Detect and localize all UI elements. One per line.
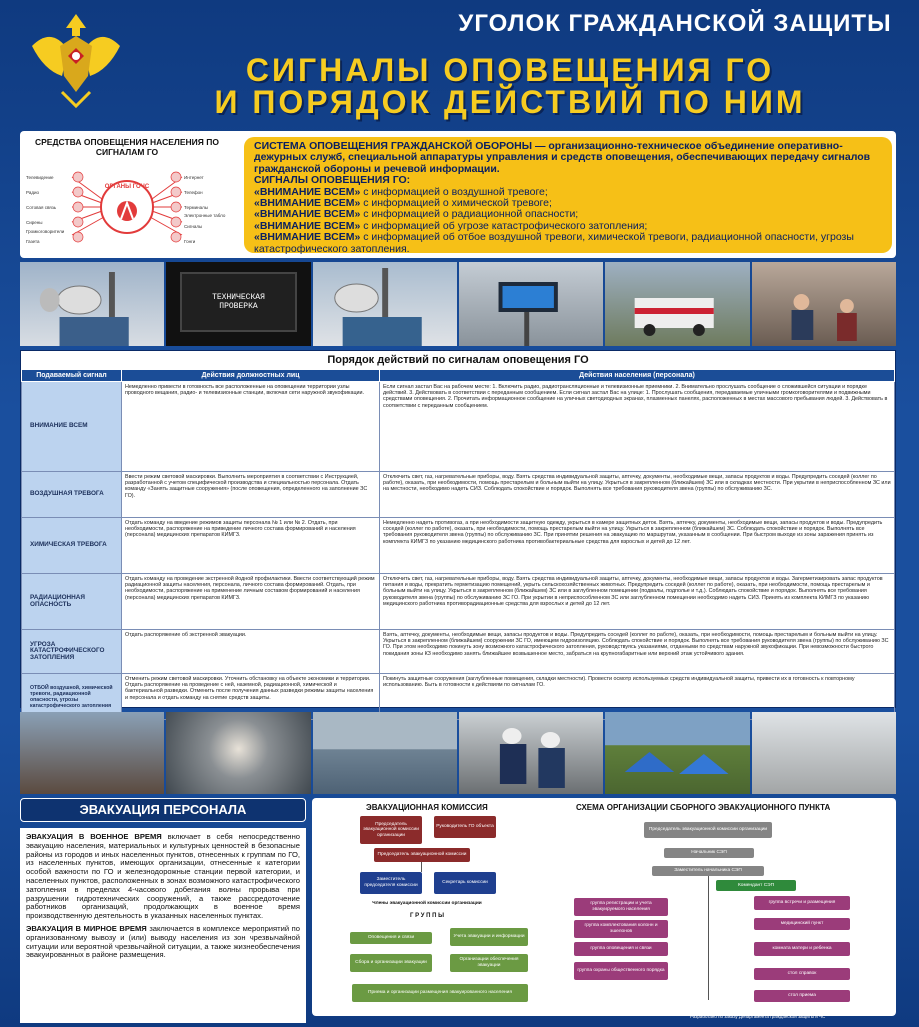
sep-right-1: медицинский пункт (754, 918, 850, 930)
officials-cell: Отдать команду на введение режимов защиты персонала № 1 или № 2. Отдать, при необходимости, распоряжение на приведение личного состава формирований и населения (персонала) медицинских препаратов КИМГЗ. (122, 518, 380, 574)
officials-cell: Отдать команду на проведение экстренной йодной профилактики. Ввести соответствующий режим радиационной защиты населения, персонала, личного состава формирований. Отдать, при необходимости, распоряжение на применение личным составом формирований и населения (персонала) медицинских препаратов КИМГЗ. (122, 574, 380, 630)
sep-commandant: Комендант СЭП (716, 880, 796, 891)
media-left-2: Сотовая связь (26, 205, 57, 210)
evacuation-text (20, 828, 306, 1023)
commission-chair: Председатель эвакуационной комиссии организации (360, 816, 422, 844)
photo-strip-bottom (20, 712, 896, 794)
signal-text: с информацией о радиационной опасности; (360, 208, 579, 221)
photo-strip-top (20, 262, 896, 346)
rescuers-photo (459, 712, 603, 794)
sep-right-0: группа встречи и размещения (754, 896, 850, 910)
signal-cell: ОТБОЙ воздушной, химической тревоги, радиационной опасности, угрозы катастрофического затопления (22, 674, 122, 720)
population-cell: Отключить свет, газ, нагревательные приборы, воду. Взять средства индивидуальной защиты, аптечку, документы, необходимые вещи, запасы продуктов и воды. Загерметизировать запас продуктов питания и воды, прекратить герметизацию помещений, укрыть сельскохозяйственных животных. Предупредить соседей (коллег по работе), оказать, при необходимости, помощь престарелым и больным выйти на улицу. Укрыться в закрепленном (ближайшем) ЗС или в заглубленном помещении (подвалы, подполье и т.д.). Соблюдать спокойствие и порядок. Выполнять все требования руководителя звена (группы) по обслуживанию ЗС ГО. При укрытии в неприспособленном ЗС или заглубленном помещении необходимо надеть СИЗ. Принять из комплекта КИМГЗ по указанию медицинского работника противорадиационные средства для взрослых и детей до 12 лет. (380, 574, 895, 630)
main-title-line2: И ПОРЯДОК ДЕЙСТВИЙ ПО НИМ (214, 84, 806, 120)
signal-cell: ХИМИЧЕСКАЯ ТРЕВОГА (22, 518, 122, 574)
flood-photo (313, 712, 457, 794)
tv-screen-text: ТЕХНИЧЕСКАЯ ПРОВЕРКА (212, 293, 265, 311)
signal-call: «ВНИМАНИЕ ВСЕМ» (254, 231, 361, 244)
col-signal: Подаваемый сигнал (22, 370, 122, 382)
table-row (22, 382, 895, 472)
signal-text: с информацией об угрозе катастрофического затопления; (360, 219, 648, 232)
evac-war (26, 833, 300, 921)
signal-call: «ВНИМАНИЕ ВСЕМ» (254, 208, 361, 221)
group-5: Приема и организации размещения эвакуированного населения (352, 984, 528, 1002)
signal-call: «ВНИМАНИЕ ВСЕМ» (254, 185, 361, 198)
evacuation-diagram (312, 798, 896, 1016)
sep-left-1: группа комплектования колонн и эшелонов (574, 920, 668, 938)
siren-photo-2 (313, 262, 457, 346)
signal-text: с информацией о химической тревоге; (360, 197, 552, 210)
population-cell: Отключить свет, газ, нагревательные приборы, воду. Взять средства индивидуальной защиты, аптечку, документы, необходимые вещи, запасы продуктов и воды. Предупредить соседей (коллег по работе), оказать, при необходимости, помощь престарелым и больным выйти на улицу. Укрыться в закрепленном (ближайшем) ЗС или в складках местности. При укрытии в неприспособленном ЗС или на местности, необходимо надеть СИЗ. Соблюдать спокойствие и порядок. Выполнять все требования руководителя звена (группы) по обслуживанию ЗС. (380, 472, 895, 518)
definition-text (254, 141, 882, 175)
signal-text: с информацией об отбое воздушной тревоги, химической тревоги, радиационной опасности, угрозы катастрофического затопления. (254, 231, 854, 255)
signal-cell: РАДИАЦИОННАЯ ОПАСНОСТЬ (22, 574, 122, 630)
siren-photo (20, 262, 164, 346)
volunteers-photo (752, 712, 896, 794)
population-cell: Немедленно надеть противогаз, а при необходимости защитную одежду, укрыться в камере защитных деток. Взять, аптечку, документы, необходимые вещи, запасы продуктов и воды. Предупредить соседей (коллег по работе), оказать, при необходимости, помощь престарелым выйти на улицу. Укрыться в закрепленном (ближайшем) ЗС. Соблюдать спокойствие и порядок. Выполнять все требования руководителя звена (группы) по обслуживанию ЗС. При принятии решения на эвакуацию по маршрутам, указанным в сообщении. При быстром выходе из зоны заражения принять из комплекта КИМГЗ по указанию медицинского работника противобактериальные средства для взрослых и детей до 12 лет. (380, 518, 895, 574)
group-1: Оповещения и связи (350, 932, 432, 944)
actions-table-panel (20, 350, 896, 708)
definition-lead: СИСТЕМА ОПОВЕЩЕНИЯ ГРАЖДАНСКОЙ ОБОРОНЫ (254, 140, 533, 152)
population-cell: Если сигнал застал Вас на рабочем месте: 1. Включить радио, радиотрансляционные и телевизионные приемники. 2. Внимательно прослушать сообщение о сложившейся ситуации и порядке действий. 3. Действовать в соответствии с переданным сообщением. Если сигнал застал Вас на улице: 1. Прослушать сообщения, передаваемые уличными громкоговорителями и подвижными средствами оповещения. 2. Прочитать информационное сообщение на уличных светодиодных экранах, плазменных панелях, расположенных в местах массового пребывания людей. 3. Действовать в соответствии с переданным сообщением. (380, 382, 895, 472)
evac-war-lead: ЭВАКУАЦИЯ В ВОЕННОЕ ВРЕМЯ (26, 832, 162, 841)
media-left-5: Газета (26, 239, 40, 244)
officials-cell: Отменить режим световой маскировки. Уточнить обстановку на объекте экономики и территории. Отдать распоряжение на проведение с ней, наземной, радиационной, химической и бактериальной разведки. Отменить после получения данных разведки режимы защиты населения и персонала и отдать команду на снятие средств защиты. (122, 674, 380, 720)
table-row (22, 574, 895, 630)
signal-text: с информацией о воздушной тревоге; (360, 185, 548, 198)
notification-means-diagram (24, 157, 230, 251)
mchs-emblem-icon (22, 6, 130, 114)
main-title (130, 54, 890, 118)
officials-cell: Немедленно привести в готовность все расположенные на оповещении территории узлы проводного вещания, радио- и телевизионные станции, включая сети наружной звукофикации. (122, 382, 380, 472)
sep-top: Председатель эвакуационной комиссии организации (644, 822, 772, 838)
officials-cell: Ввести режим световой маскировки. Выполнить мероприятия в соответствии с Инструкцией, разработанной с учетом специфической производства и специальностью персонала. Отдать команду «Занять защитные сооружения» (после оповещения, определенного на заполнение ЗС ГО). (122, 472, 380, 518)
commission-deputy-chair: Заместитель председателя комиссии (360, 872, 422, 894)
main-title-line1: СИГНАЛЫ ОПОВЕЩЕНИЯ ГО (245, 52, 775, 88)
actions-table-title: Порядок действий по сигналам оповещения ГО (327, 354, 589, 366)
tv-test-photo (166, 262, 310, 346)
population-cell: Взять, аптечку, документы, необходимые вещи, запасы продуктов и воды. Предупредить соседей (коллег по работе), оказать, при необходимости, помощь престарелым и больным выйти на улицу. Укрыться в закрепленном (ближайшем) сооружении ЗС ГО, имеющем гидроизоляцию. Соблюдать спокойствие и порядок. Выполнять все требования руководителя звена (группы) по обслуживанию ЗС ГО. При этом необходимо покинуть зону возможного катастрофического затопления, руководствуясь указаниями, отданными по средствам наружной звукофикации. При невозможности быстрого покидания зоны КЗ необходимо занять ближайшее возвышенное место, забраться на крупногабаритные или верхний этаж устойчивого здания. (380, 630, 895, 674)
col-population: Действия населения (персонала) (380, 370, 895, 382)
definition-box (244, 137, 892, 253)
media-left-4: Громкоговорители (26, 229, 65, 234)
commission-secretary: Секретарь комиссии (434, 872, 496, 894)
table-header-row (22, 370, 895, 382)
media-right-5: Гонги (184, 239, 196, 244)
table-row (22, 518, 895, 574)
connector (708, 876, 709, 1000)
evac-peace (26, 925, 300, 960)
crowd-photo (20, 712, 164, 794)
commission-deputy: Председатель эвакуационной комиссии (374, 848, 470, 862)
actions-table (21, 369, 895, 720)
signal-cell: ВНИМАНИЕ ВСЕМ (22, 382, 122, 472)
evac-war-text: включает в себя непосредственно эвакуацию населения, материальных и культурных ценностей в безопасные районы из городов и иных населенных пунктов, отнесенных к группам по ГО, из населенных пунктов, имеющих организации, отнесенные к категории особой важности по ГО и железнодорожные станции первой категории, и населенных пунктов, расположенных в зонах возможного катастрофического затопления в пределах 4-часового добегания волны прорыва при разрушении гидротехнических сооружений, а также рассредоточение работников организаций, продолжающих в военное время производственную деятельность в указанных населенных пунктах. (26, 832, 300, 921)
commission-title: ЭВАКУАЦИОННАЯ КОМИССИЯ (366, 803, 488, 812)
signals-heading: СИГНАЛЫ ОПОВЕЩЕНИЯ ГО: (254, 174, 411, 187)
sep-head: Начальник СЭП (664, 848, 754, 858)
mobile-unit-photo (605, 262, 749, 346)
sep-right-4: стол приема (754, 990, 850, 1002)
footer-note: Разработано по заказу Департамента гражданской защиты и ЧС (690, 1014, 826, 1019)
signal-cell: УГРОЗА КАТАСТРОФИЧЕСКОГО ЗАТОПЛЕНИЯ (22, 630, 122, 674)
media-right-4: Сигналы (184, 224, 203, 229)
notification-means (24, 137, 230, 253)
media-left-1: Радио (26, 190, 39, 195)
group-4: Организации обеспечения эвакуации (450, 954, 528, 972)
sep-left-2: группа оповещения и связи (574, 942, 668, 956)
sep-deputy: Заместитель начальника СЭП (652, 866, 764, 876)
signal-call: «ВНИМАНИЕ ВСЕМ» (254, 197, 361, 210)
media-left-3: Сирены (26, 220, 43, 225)
center-label: ОРГАНЫ ГОЧС (104, 184, 150, 190)
signal-line (254, 232, 882, 255)
sep-right-3: стол справок (754, 968, 850, 980)
evacuation-title: ЭВАКУАЦИЯ ПЕРСОНАЛА (20, 798, 306, 822)
connector (421, 862, 422, 872)
notification-means-title: СРЕДСТВА ОПОВЕЩЕНИЯ НАСЕЛЕНИЯ ПО СИГНАЛАМ ГО (34, 137, 219, 157)
signal-call: «ВНИМАНИЕ ВСЕМ» (254, 219, 361, 232)
signal-cell: ВОЗДУШНАЯ ТРЕВОГА (22, 472, 122, 518)
media-right-2: Терминалы (184, 205, 208, 210)
tents-photo (605, 712, 749, 794)
corner-title: УГОЛОК ГРАЖДАНСКОЙ ЗАЩИТЫ (458, 10, 892, 37)
table-row (22, 630, 895, 674)
sep-left-0: группа регистрации и учета эвакуируемого населения (574, 898, 668, 916)
explosion-photo (166, 712, 310, 794)
sep-left-3: группа охраны общественного порядка (574, 962, 668, 980)
sep-right-2: комната матери и ребенка (754, 942, 850, 956)
commission-head-go: Руководитель ГО объекта (434, 816, 496, 838)
group-2: Учета эвакуации и информации (450, 928, 528, 946)
officials-cell: Отдать распоряжение об экстренной эвакуации. (122, 630, 380, 674)
evacuation-panel (20, 798, 306, 1023)
groups-label: Г Р У П П Ы (410, 913, 444, 920)
sep-title: СХЕМА ОРГАНИЗАЦИИ СБОРНОГО ЭВАКУАЦИОННОГО ПУНКТА (576, 803, 831, 812)
media-right-1: Телефон (184, 190, 203, 195)
group-3: Сбора и организации эвакуации (350, 954, 432, 972)
definition-body: — организационно-техническое объединение оперативно-дежурных служб, специальной аппаратуры управления и средств оповещения, обеспечивающих передачу сигналов гражданской обороны и речевой информации. (254, 140, 871, 175)
population-cell: Покинуть защитные сооружения (заглубленные помещения, складки местности). Провести осмотр используемых средств индивидуальной защиты, привести их в готовность к повторному использованию. Быть в готовности к действиям по сигналам ГО. (380, 674, 895, 720)
table-row (22, 472, 895, 518)
street-display-photo (459, 262, 603, 346)
media-right-3: Электронные табло (184, 213, 226, 218)
evac-peace-lead: ЭВАКУАЦИЯ В МИРНОЕ ВРЕМЯ (26, 923, 147, 933)
media-left-0: Телевидение (26, 175, 54, 180)
media-right-0: Интернет (184, 175, 204, 180)
evac-peace-text: заключается в комплексе мероприятий по организованному вывозу и (или) выводу населения из зон чрезвычайной ситуации или вероятной чрезвычайной ситуации, а также жизнеобеспечения эвакуированных в районе размещения. (26, 923, 301, 960)
commission-members: Члены эвакуационной комиссии организации (372, 901, 482, 907)
shelter-photo (752, 262, 896, 346)
col-officials: Действия должностных лиц (122, 370, 380, 382)
